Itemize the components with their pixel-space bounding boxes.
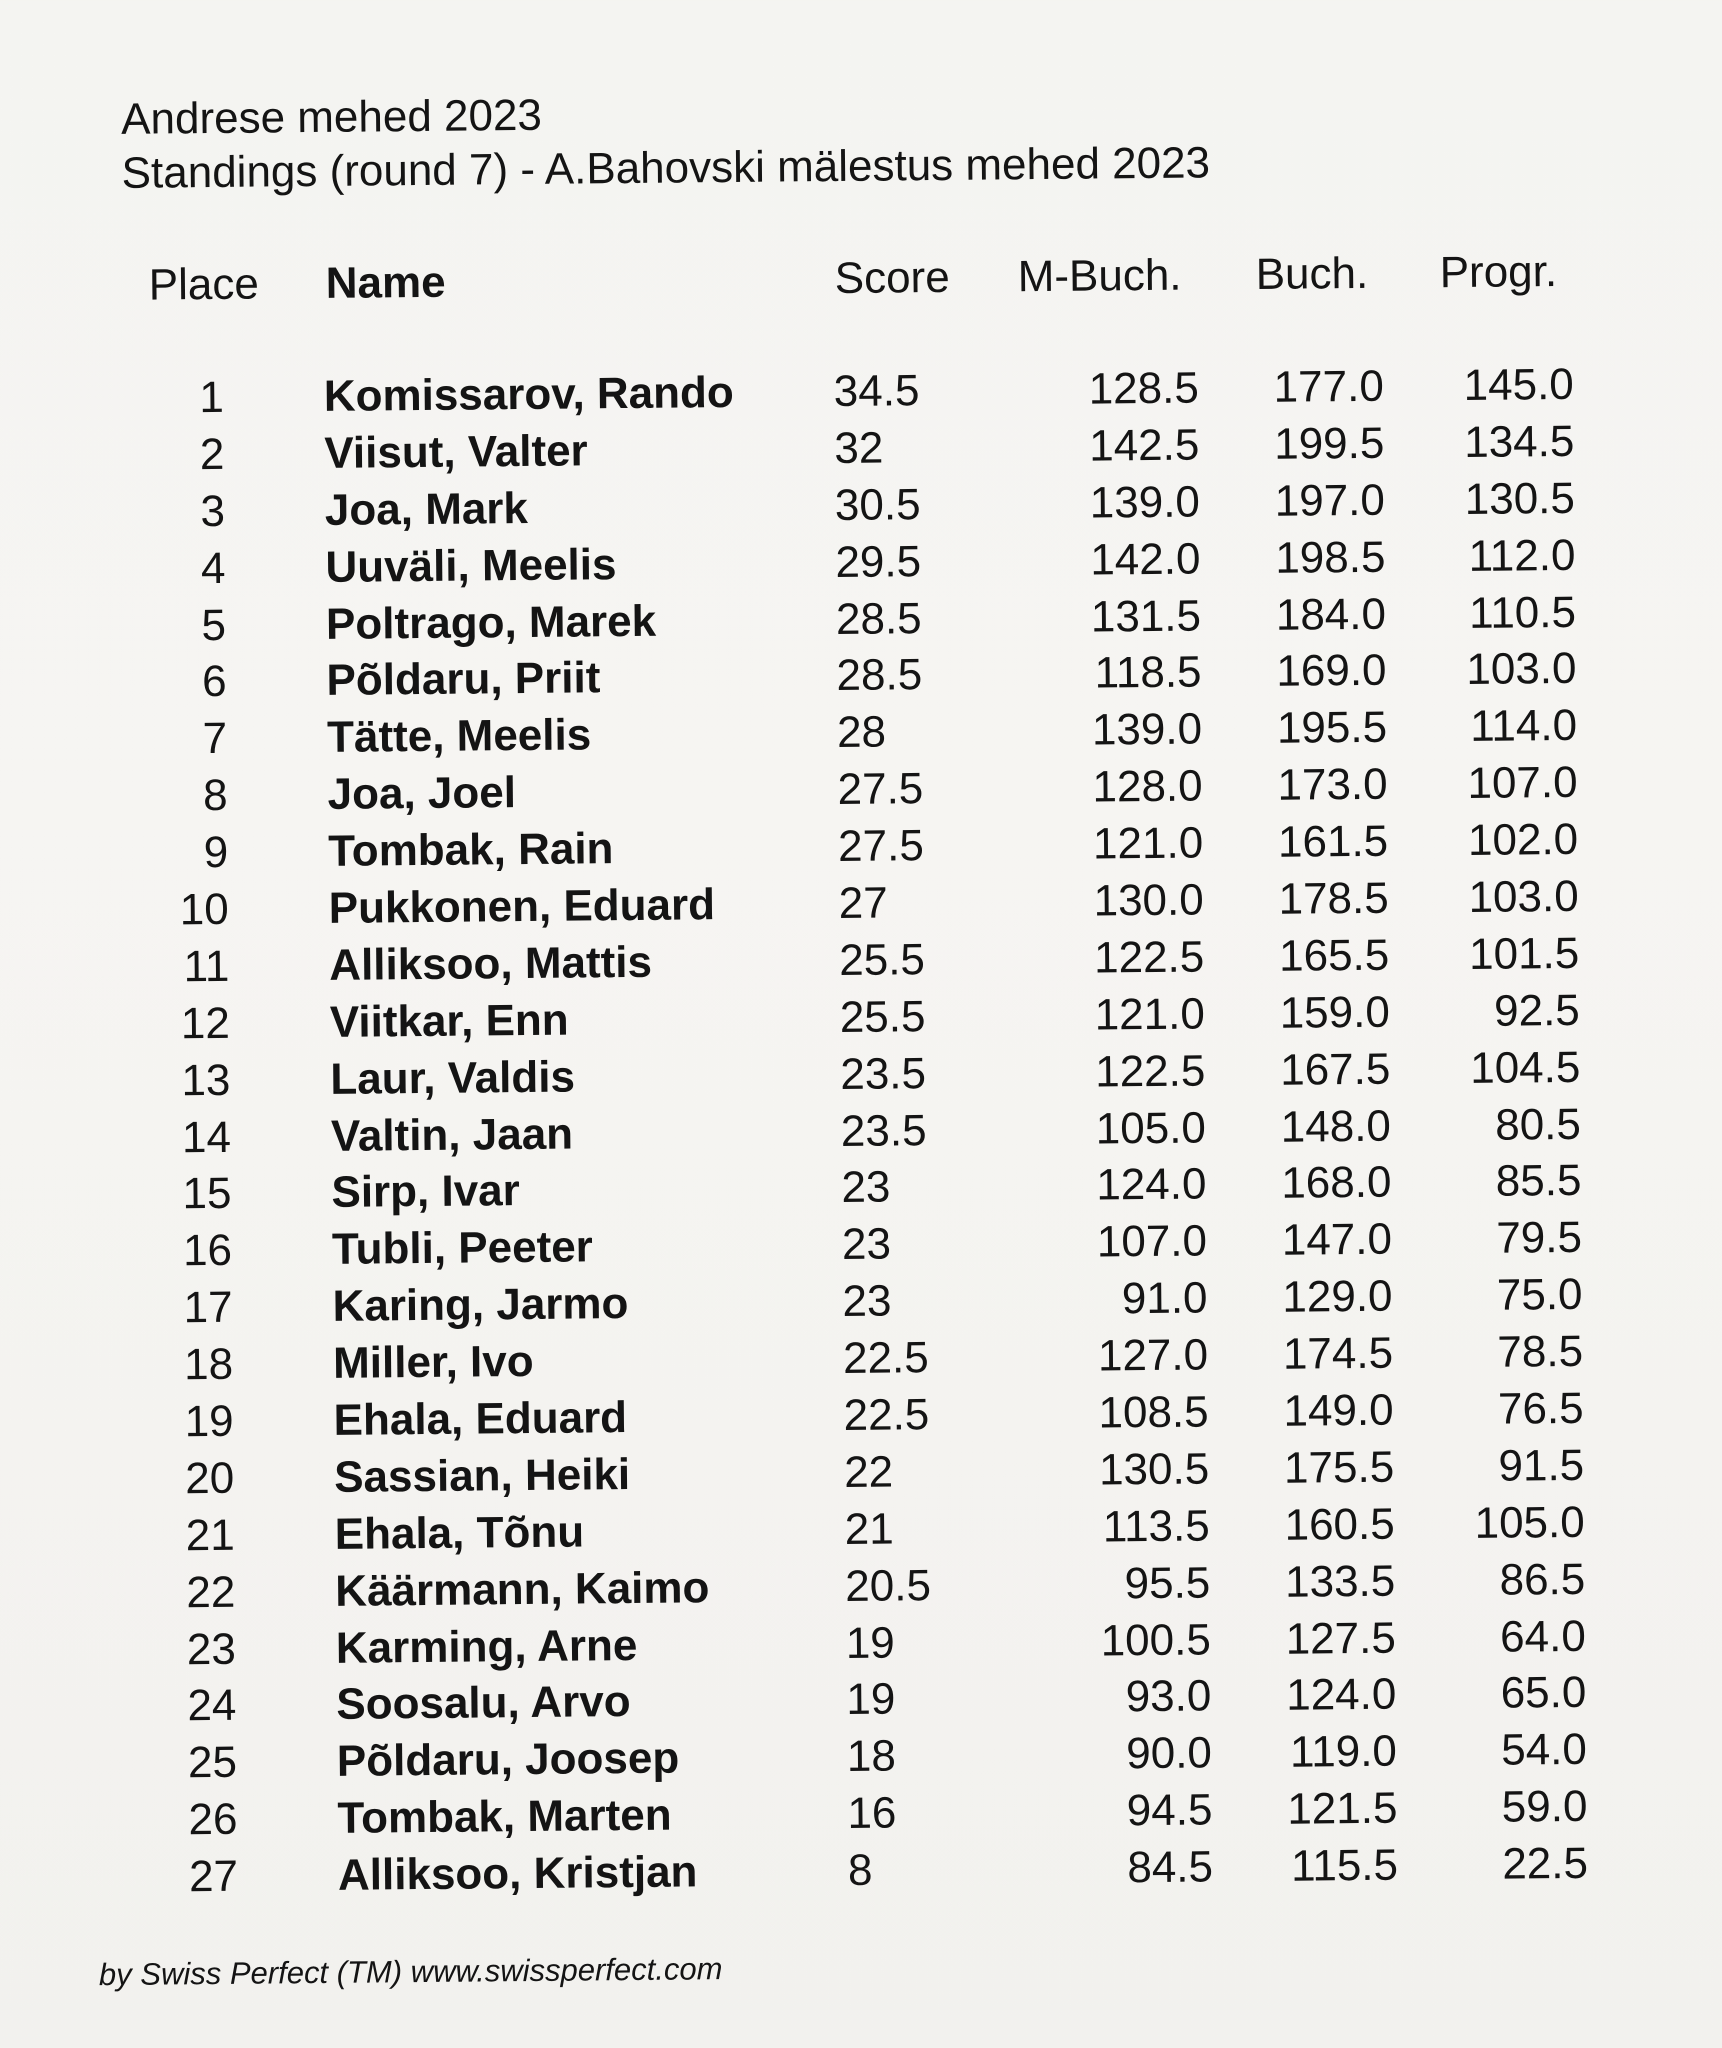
cell-progr: 59.0 bbox=[1501, 1782, 1588, 1832]
cell-name: Karing, Jarmo bbox=[332, 1279, 629, 1332]
cell-score: 22.5 bbox=[843, 1390, 930, 1440]
cell-place: 13 bbox=[181, 1055, 231, 1105]
cell-progr: 78.5 bbox=[1497, 1327, 1584, 1377]
cell-place: 7 bbox=[202, 714, 228, 764]
cell-name: Valtin, Jaan bbox=[330, 1109, 574, 1161]
standings-subtitle: Standings (round 7) - A.Bahovski mälestus mehed 2023 bbox=[121, 138, 1211, 198]
cell-score: 29.5 bbox=[835, 536, 922, 587]
cell-progr: 104.5 bbox=[1469, 1042, 1581, 1093]
cell-score: 19 bbox=[845, 1618, 895, 1668]
cell-progr: 54.0 bbox=[1500, 1725, 1588, 1776]
cell-name: Uuväli, Meelis bbox=[325, 539, 617, 592]
cell-progr: 134.5 bbox=[1463, 416, 1575, 467]
cell-score: 32 bbox=[834, 423, 884, 473]
cell-place: 14 bbox=[181, 1112, 232, 1162]
cell-place: 21 bbox=[185, 1510, 235, 1561]
cell-m-buch: 105.0 bbox=[1095, 1103, 1207, 1154]
cell-progr: 75.0 bbox=[1496, 1270, 1583, 1320]
cell-m-buch: 142.0 bbox=[1090, 534, 1201, 585]
cell-progr: 91.5 bbox=[1498, 1440, 1585, 1491]
cell-name: Komissarov, Rando bbox=[323, 367, 734, 421]
cell-buch: 165.5 bbox=[1278, 930, 1390, 981]
cell-m-buch: 113.5 bbox=[1102, 1501, 1210, 1552]
cell-name: Alliksoo, Mattis bbox=[329, 937, 653, 990]
cell-name: Pukkonen, Eduard bbox=[328, 880, 716, 933]
cell-score: 27.5 bbox=[837, 764, 924, 815]
cell-buch: 199.5 bbox=[1273, 418, 1385, 469]
cell-buch: 121.5 bbox=[1287, 1783, 1398, 1834]
cell-progr: 92.5 bbox=[1493, 985, 1581, 1036]
cell-progr: 76.5 bbox=[1497, 1383, 1584, 1434]
cell-name: Sirp, Ivar bbox=[331, 1166, 521, 1218]
cell-m-buch: 128.0 bbox=[1092, 761, 1203, 812]
cell-place: 24 bbox=[187, 1681, 237, 1731]
header-place: Place bbox=[148, 259, 260, 310]
cell-progr: 103.0 bbox=[1468, 871, 1579, 922]
cell-m-buch: 100.5 bbox=[1100, 1615, 1212, 1666]
cell-progr: 110.5 bbox=[1468, 587, 1577, 638]
cell-m-buch: 130.0 bbox=[1093, 875, 1204, 926]
cell-buch: 119.0 bbox=[1289, 1727, 1398, 1778]
cell-m-buch: 127.0 bbox=[1097, 1330, 1209, 1381]
cell-score: 28.5 bbox=[836, 650, 923, 701]
cell-progr: 65.0 bbox=[1500, 1668, 1587, 1719]
cell-name: Käärmann, Kaimo bbox=[335, 1562, 710, 1616]
cell-place: 5 bbox=[201, 600, 227, 650]
cell-m-buch: 108.5 bbox=[1098, 1387, 1209, 1438]
cell-name: Viisut, Valter bbox=[324, 426, 588, 478]
cell-score: 22 bbox=[843, 1447, 894, 1497]
cell-buch: 195.5 bbox=[1276, 703, 1388, 754]
cell-name: Tombak, Marten bbox=[337, 1790, 672, 1844]
cell-score: 25.5 bbox=[839, 935, 926, 985]
cell-buch: 168.0 bbox=[1281, 1158, 1392, 1209]
cell-place: 10 bbox=[179, 884, 229, 935]
cell-buch: 174.5 bbox=[1282, 1328, 1394, 1379]
cell-name: Joa, Mark bbox=[324, 483, 529, 535]
cell-name: Karming, Arne bbox=[335, 1620, 638, 1673]
cell-score: 25.5 bbox=[839, 991, 926, 1042]
cell-name: Tätte, Meelis bbox=[326, 710, 592, 763]
cell-m-buch: 128.5 bbox=[1088, 363, 1200, 414]
cell-name: Miller, Ivo bbox=[332, 1337, 534, 1389]
cell-buch: 160.5 bbox=[1284, 1499, 1395, 1550]
cell-m-buch: 121.0 bbox=[1094, 989, 1206, 1040]
cell-buch: 178.5 bbox=[1278, 873, 1389, 924]
cell-score: 16 bbox=[847, 1788, 897, 1839]
cell-m-buch: 91.0 bbox=[1121, 1273, 1208, 1324]
cell-m-buch: 124.0 bbox=[1096, 1159, 1207, 1210]
cell-place: 15 bbox=[182, 1169, 232, 1219]
cell-progr: 105.0 bbox=[1474, 1497, 1585, 1548]
cell-place: 23 bbox=[186, 1624, 237, 1674]
tournament-title: Andrese mehed 2023 bbox=[120, 90, 543, 144]
cell-m-buch: 118.5 bbox=[1094, 647, 1202, 698]
cell-buch: 148.0 bbox=[1280, 1101, 1392, 1152]
cell-progr: 22.5 bbox=[1502, 1839, 1589, 1889]
cell-name: Põldaru, Joosep bbox=[336, 1733, 680, 1787]
cell-buch: 169.0 bbox=[1276, 646, 1387, 697]
cell-score: 27 bbox=[838, 878, 888, 929]
cell-buch: 173.0 bbox=[1277, 759, 1388, 811]
cell-name: Ehala, Eduard bbox=[333, 1393, 628, 1445]
cell-place: 2 bbox=[199, 429, 225, 479]
cell-buch: 149.0 bbox=[1283, 1385, 1394, 1436]
cell-buch: 127.5 bbox=[1285, 1613, 1397, 1664]
cell-progr: 86.5 bbox=[1499, 1554, 1586, 1605]
cell-place: 3 bbox=[200, 486, 226, 536]
header-name: Name bbox=[325, 257, 446, 308]
cell-m-buch: 142.5 bbox=[1088, 420, 1200, 471]
cell-place: 18 bbox=[183, 1339, 234, 1390]
cell-score: 19 bbox=[846, 1674, 896, 1725]
cell-name: Joa, Joel bbox=[327, 768, 517, 820]
cell-place: 8 bbox=[202, 771, 228, 821]
cell-m-buch: 130.5 bbox=[1098, 1444, 1210, 1495]
header-buch: Buch. bbox=[1255, 248, 1369, 299]
cell-score: 23 bbox=[841, 1162, 891, 1213]
cell-score: 22.5 bbox=[842, 1333, 929, 1384]
cell-m-buch: 122.5 bbox=[1093, 932, 1205, 983]
header-score: Score bbox=[834, 252, 950, 303]
cell-progr: 102.0 bbox=[1467, 815, 1579, 866]
cell-place: 19 bbox=[184, 1396, 234, 1447]
cell-progr: 114.0 bbox=[1469, 701, 1578, 752]
cell-progr: 101.5 bbox=[1468, 928, 1580, 979]
cell-m-buch: 90.0 bbox=[1126, 1728, 1213, 1779]
cell-name: Poltrago, Marek bbox=[325, 596, 657, 649]
cell-score: 23 bbox=[841, 1219, 892, 1270]
cell-buch: 161.5 bbox=[1277, 816, 1389, 867]
cell-score: 27.5 bbox=[837, 821, 925, 872]
cell-progr: 80.5 bbox=[1494, 1099, 1582, 1150]
cell-score: 28.5 bbox=[835, 593, 922, 644]
cell-score: 18 bbox=[846, 1731, 897, 1782]
cell-buch: 115.5 bbox=[1290, 1840, 1399, 1891]
cell-progr: 103.0 bbox=[1466, 644, 1577, 695]
cell-place: 11 bbox=[183, 941, 230, 992]
cell-score: 34.5 bbox=[833, 366, 920, 417]
cell-m-buch: 93.0 bbox=[1125, 1671, 1212, 1722]
cell-buch: 198.5 bbox=[1275, 532, 1386, 583]
cell-name: Põldaru, Priit bbox=[326, 653, 601, 706]
cell-m-buch: 95.5 bbox=[1124, 1558, 1211, 1608]
cell-progr: 130.5 bbox=[1464, 473, 1576, 524]
cell-name: Tubli, Peeter bbox=[331, 1222, 594, 1275]
cell-buch: 159.0 bbox=[1279, 987, 1391, 1038]
cell-name: Ehala, Tõnu bbox=[334, 1507, 585, 1559]
cell-name: Alliksoo, Kristjan bbox=[337, 1847, 698, 1900]
cell-buch: 147.0 bbox=[1281, 1215, 1393, 1266]
cell-buch: 184.0 bbox=[1275, 589, 1387, 640]
cell-score: 30.5 bbox=[834, 479, 921, 530]
cell-place: 9 bbox=[203, 827, 229, 878]
cell-buch: 197.0 bbox=[1274, 475, 1386, 526]
cell-score: 8 bbox=[847, 1845, 873, 1896]
cell-buch: 124.0 bbox=[1285, 1670, 1397, 1721]
cell-place: 17 bbox=[183, 1283, 233, 1333]
cell-m-buch: 94.5 bbox=[1126, 1785, 1213, 1836]
cell-buch: 129.0 bbox=[1282, 1271, 1393, 1322]
cell-place: 27 bbox=[188, 1851, 239, 1902]
cell-buch: 177.0 bbox=[1273, 361, 1385, 412]
cell-m-buch: 139.0 bbox=[1089, 477, 1201, 528]
cell-name: Tombak, Rain bbox=[327, 824, 614, 877]
cell-progr: 112.0 bbox=[1468, 530, 1576, 581]
cell-place: 6 bbox=[201, 657, 227, 707]
cell-m-buch: 122.5 bbox=[1094, 1046, 1206, 1097]
cell-score: 21 bbox=[844, 1504, 894, 1554]
cell-place: 26 bbox=[188, 1795, 238, 1845]
cell-m-buch: 131.5 bbox=[1090, 591, 1202, 642]
cell-name: Laur, Valdis bbox=[330, 1052, 576, 1104]
cell-progr: 107.0 bbox=[1467, 758, 1578, 809]
cell-m-buch: 84.5 bbox=[1127, 1842, 1214, 1893]
footer-credit: by Swiss Perfect (TM) www.swissperfect.com bbox=[98, 1951, 723, 1993]
cell-name: Sassian, Heiki bbox=[333, 1449, 631, 1502]
cell-score: 23.5 bbox=[840, 1048, 927, 1099]
cell-name: Soosalu, Arvo bbox=[336, 1677, 631, 1730]
cell-place: 25 bbox=[187, 1738, 238, 1788]
header-m-buch: M-Buch. bbox=[1017, 250, 1182, 302]
cell-place: 4 bbox=[200, 543, 226, 593]
cell-m-buch: 139.0 bbox=[1091, 704, 1203, 755]
cell-buch: 175.5 bbox=[1283, 1442, 1395, 1493]
cell-place: 1 bbox=[199, 372, 225, 423]
cell-m-buch: 121.0 bbox=[1092, 818, 1204, 869]
cell-name: Viitkar, Enn bbox=[329, 995, 569, 1047]
cell-place: 16 bbox=[182, 1226, 233, 1276]
cell-place: 12 bbox=[180, 998, 231, 1049]
cell-place: 22 bbox=[186, 1567, 236, 1617]
cell-score: 20.5 bbox=[845, 1560, 932, 1611]
cell-place: 20 bbox=[185, 1453, 235, 1504]
cell-progr: 79.5 bbox=[1496, 1213, 1583, 1264]
cell-progr: 85.5 bbox=[1495, 1156, 1582, 1207]
cell-buch: 133.5 bbox=[1284, 1556, 1396, 1607]
header-progr: Progr. bbox=[1439, 247, 1558, 298]
cell-progr: 64.0 bbox=[1499, 1611, 1587, 1662]
cell-score: 23.5 bbox=[840, 1105, 927, 1156]
cell-progr: 145.0 bbox=[1463, 359, 1574, 410]
standings-table bbox=[4, 355, 1722, 1908]
cell-m-buch: 107.0 bbox=[1096, 1216, 1208, 1267]
cell-buch: 167.5 bbox=[1279, 1044, 1391, 1095]
cell-score: 23 bbox=[842, 1276, 892, 1327]
cell-score: 28 bbox=[836, 707, 887, 758]
